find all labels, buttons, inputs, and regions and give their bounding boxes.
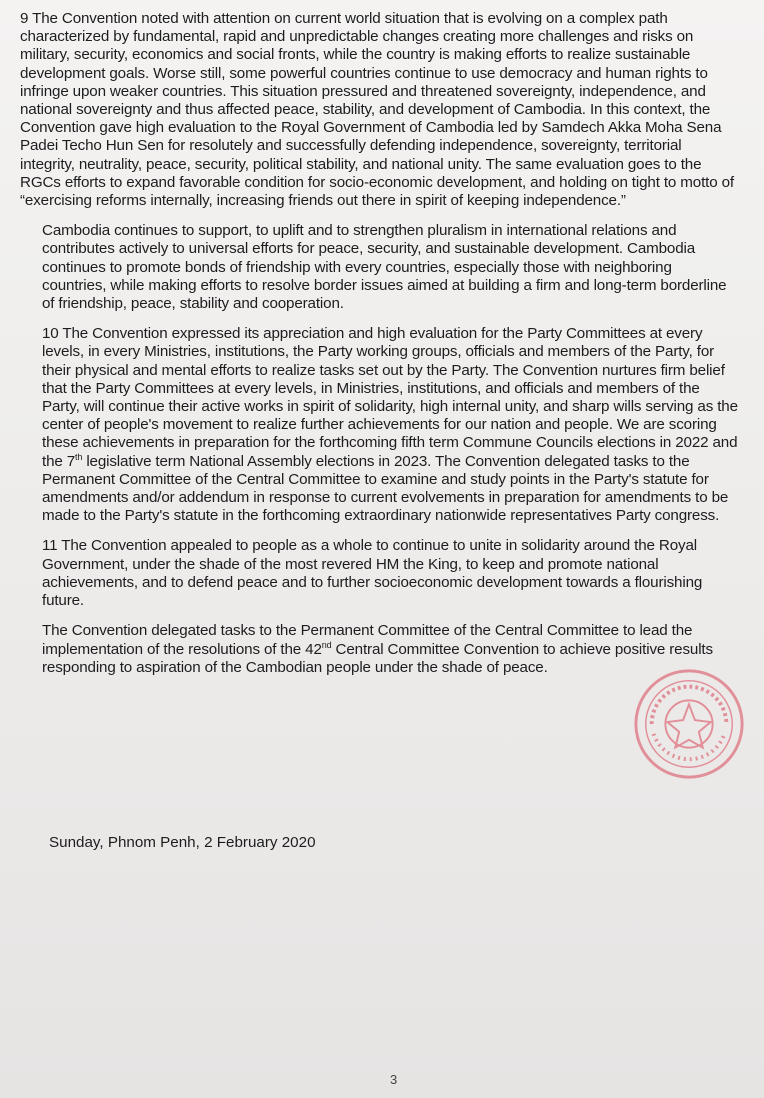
paragraph-10-text-a: 10 The Convention expressed its appreciation and high evaluation for the Party Committees at every levels, in every Ministries, institutions, the Party working groups, officials and members of the Party, for their physical and mental efforts to realize tasks set out by the Party. The Convention nurtures firm belief that the Party Committees at every levels, in Ministries, institutions, and officials and members of the Party, will continue their active works in spirit of solidarity, high internal unity, and sharp wills serving as the center of people's movement to realize further achievements for our nation and people. We are scoring these achievements in preparation for the forthcoming fifth term Commune Councils elections in 2022 and the 7 (42, 325, 738, 470)
dateline: Sunday, Phnom Penh, 2 February 2020 (49, 834, 316, 851)
paragraph-9: 9 The Convention noted with attention on current world situation that is evolving on a complex path characterized by fundamental, rapid and unpredictable changes creating more challenges and risks on military, security, economics and social fronts, while the country is making efforts to realize sustainable development goals. Worse still, some powerful countries continue to use democracy and human rights to infringe upon weaker countries. This situation pressured and threatened sovereignty, independence, and national sovereignty and thus affected peace, stability, and development of Cambodia. In this context, the Convention gave high evaluation to the Royal Government of Cambodia led by Samdech Akka Moha Sena Padei Techo Hun Sen for resolutely and successfully defending independence, sovereignty, territorial integrity, neutrality, peace, security, political stability, and national unity. The same evaluation goes to the RGCs efforts to expand favorable condition for socio-economic development, and holding on tight to motto of “exercising reforms internally, increasing friends out there in spirit of keeping independence.” (20, 10, 734, 210)
paragraph-10 (20, 325, 740, 525)
paragraph-12-text-b: Central Committee Convention to achieve positive results responding to aspiration of the Cambodian people under the shade of peace. (42, 640, 713, 676)
red-seal-stamp (630, 665, 748, 783)
paragraph-11: 11 The Convention appealed to people as a whole to continue to unite in solidarity around the Royal Government, under the shade of the most revered HM the King, to keep and promote national achievements, and to defend peace and to further socioeconomic development towards a flourishing future. (42, 537, 703, 610)
paragraph-9-continued: Cambodia continues to support, to uplift and to strengthen pluralism in international relations and contributes actively to universal efforts for peace, security, and sustainable development. Cambodia continues to promote bonds of friendship with every countries, especially those with neighboring countries, while making efforts to resolve border issues aimed at building a firm and long-term borderline of friendship, peace, stability and cooperation. (42, 222, 727, 313)
paragraph-10-text-b: legislative term National Assembly elections in 2023. The Convention delegated tasks to the Permanent Committee of the Central Committee to examine and study points in the Party's statute for amendments and/or addendum in response to current evolvements in preparation for amendments to be made to the Party's statute in the forthcoming extraordinary nationwide representatives Party congress. (42, 452, 729, 525)
paragraph-12-text-a: The Convention delegated tasks to the Permanent Committee of the Central Committee to lead the implementation of the resolutions of the 42 (42, 622, 693, 658)
body-text (20, 10, 740, 689)
paragraph-12-superscript: nd (321, 639, 332, 650)
page-number: 3 (390, 1072, 398, 1087)
paragraph-10-superscript: th (75, 451, 83, 462)
